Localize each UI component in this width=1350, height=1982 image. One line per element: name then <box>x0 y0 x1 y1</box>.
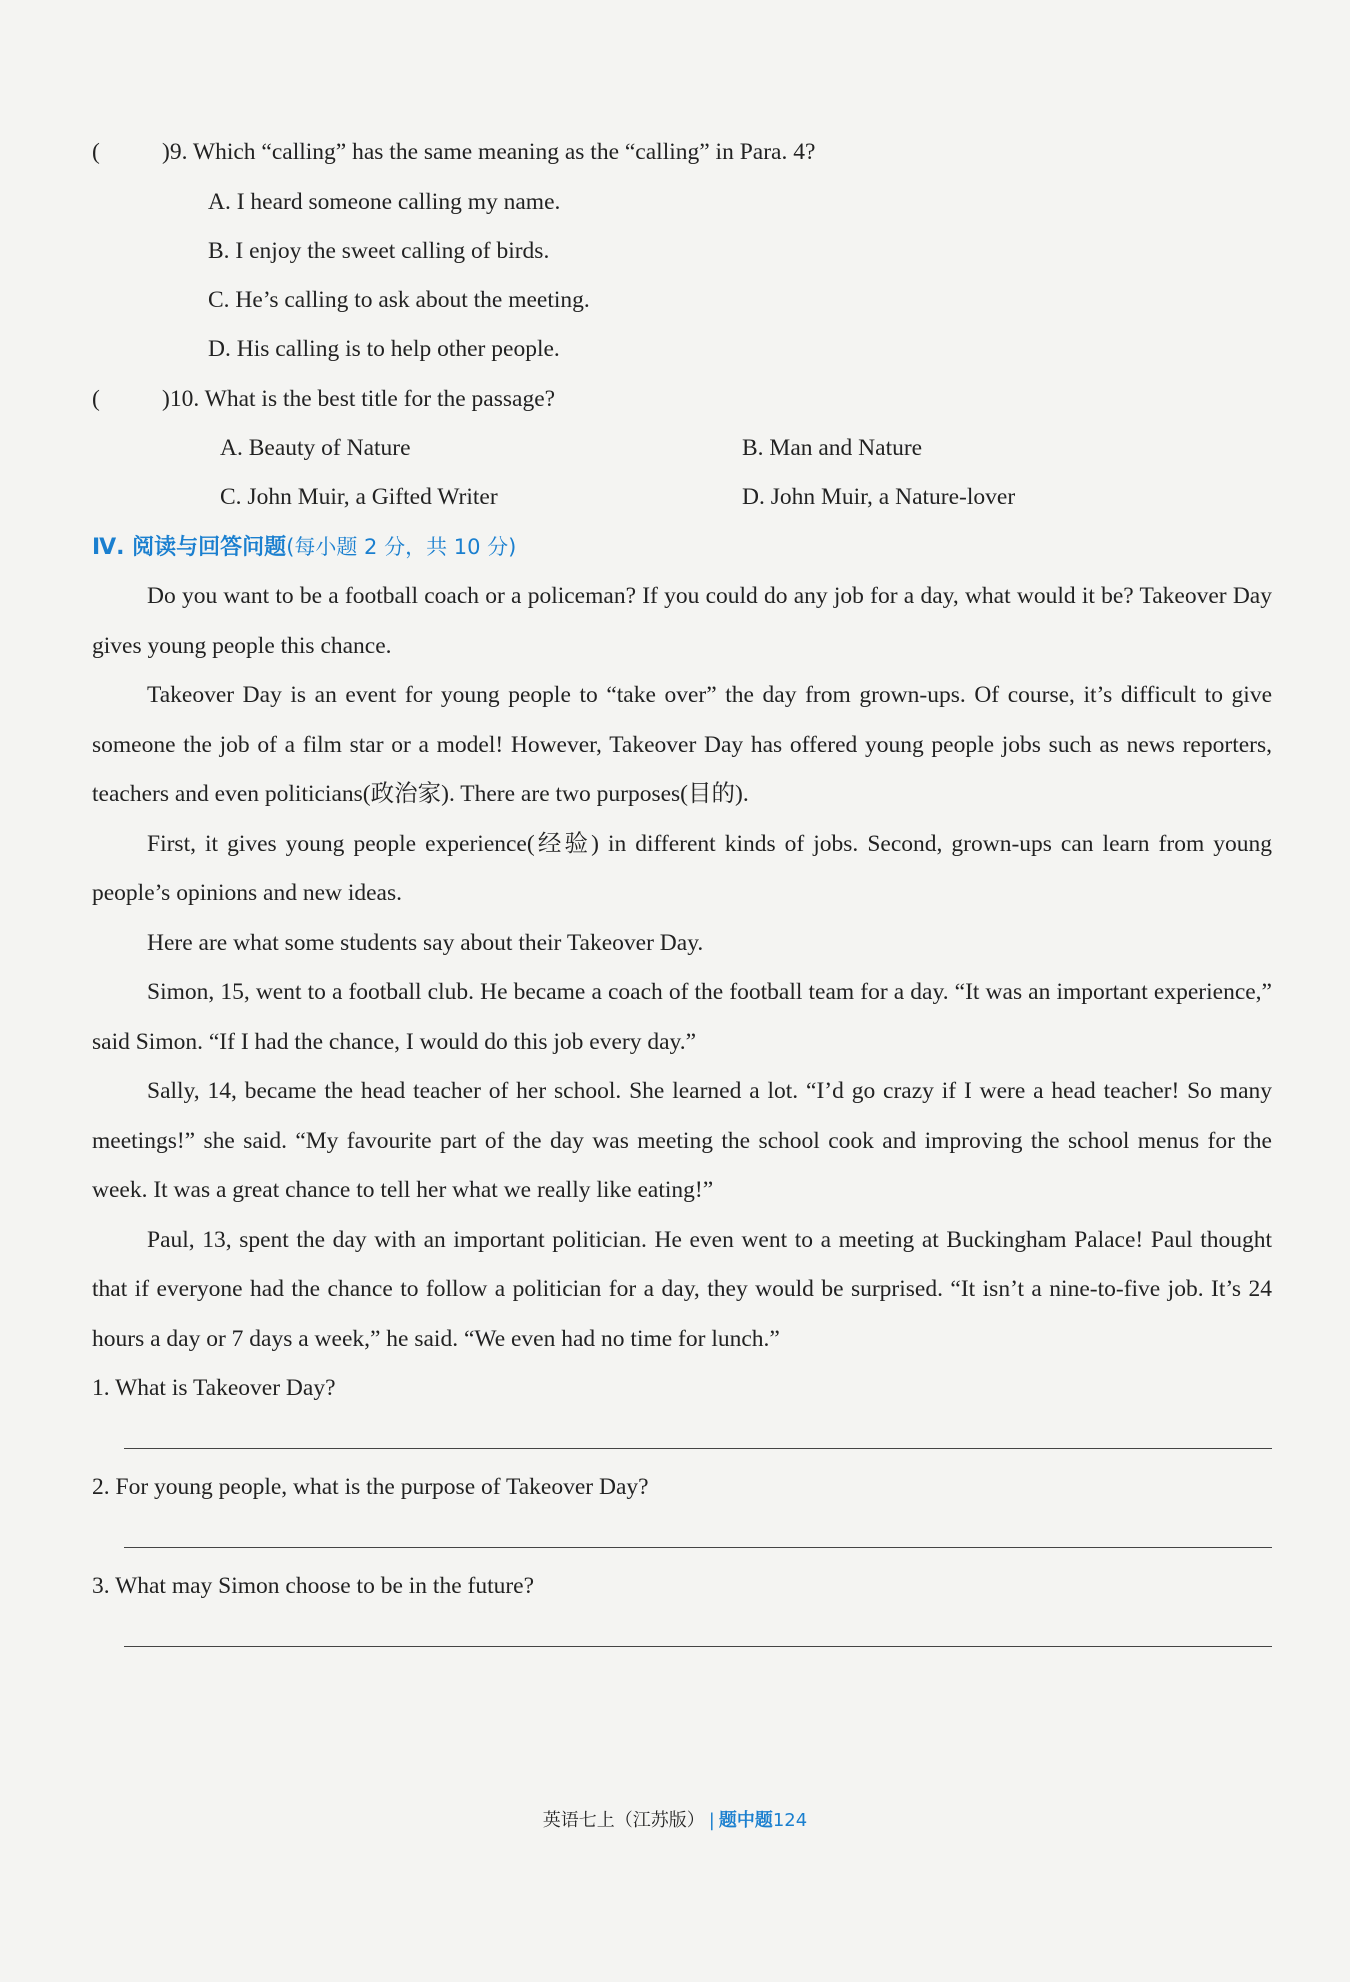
passage-paragraph: Takeover Day is an event for young people to “take over” the day from grown-ups. Of course, it’s difficult to give someone the job of a film star or a model! However, Takeover Day has offered young people jobs such as news reporters, teachers and even politicians(政治家). There are two purposes(目的). <box>92 682 1272 808</box>
q10-options-row-1 <box>92 424 1272 473</box>
series-brand: 题中题 <box>718 1810 773 1831</box>
q10-option-b: B. Man and Nature <box>742 435 923 462</box>
q9-option-c: C. He’s calling to ask about the meeting. <box>208 287 590 314</box>
passage-paragraph: Paul, 13, spent the day with an important politician. He even went to a meeting at Buckingham Palace! Paul thought that if everyone had the chance to follow a politician for a day, they would be surprised. “It isn’t a nine-to-five job. It’s 24 hours a day or 7 days a week,” he said. “We even had no time for lunch.” <box>92 1226 1272 1352</box>
q9-option-d: D. His calling is to help other people. <box>208 336 560 363</box>
q9-option-b: B. I enjoy the sweet calling of birds. <box>208 237 550 264</box>
section-points: (每小题 2 分，共 10 分) <box>286 534 517 559</box>
page-number: 124 <box>772 1810 808 1831</box>
passage-paragraph: Do you want to be a football coach or a policeman? If you could do any job for a day, what would it be? Takeover Day gives young people this chance. <box>92 583 1272 659</box>
passage-paragraph: Sally, 14, became the head teacher of her school. She learned a lot. “I’d go crazy if I were a head teacher! So many meetings!” she said. “My favourite part of the day was meeting the school cook and improving the school menus for the week. It was a great chance to tell her what we really like eating!” <box>92 1078 1272 1204</box>
q10-options-row-2 <box>92 473 1272 522</box>
footer-separator: | <box>708 1810 715 1831</box>
q10-option-c: C. John Muir, a Gifted Writer <box>220 484 498 511</box>
answer-line-2[interactable] <box>92 1513 1272 1563</box>
content <box>92 128 1272 1661</box>
question-9-stem <box>92 128 1272 178</box>
section-title <box>92 523 1272 573</box>
questions <box>92 1364 1272 1661</box>
passage-paragraph: Here are what some students say about their Takeover Day. <box>147 929 704 956</box>
answer-line-1[interactable] <box>92 1414 1272 1464</box>
q10-option-d: D. John Muir, a Nature-lover <box>742 484 1016 511</box>
q9-option-a: A. I heard someone calling my name. <box>208 188 561 215</box>
section-title-text: Ⅳ. 阅读与回答问题 <box>92 534 287 560</box>
question-2: 2. For young people, what is the purpose of Takeover Day? <box>92 1474 649 1501</box>
question-10-text: )10. What is the best title for the passage? <box>162 385 556 412</box>
question-9-text: )9. Which “calling” has the same meaning as the “calling” in Para. 4? <box>162 139 816 165</box>
answer-bracket[interactable]: ( <box>92 385 100 412</box>
question-10-stem <box>92 375 1272 425</box>
page-footer <box>0 1806 1350 1832</box>
passage-paragraph: First, it gives young people experience(经验) in different kinds of jobs. Second, grown-ups can learn from young people’s opinions and new ideas. <box>92 830 1272 907</box>
passage-paragraph: Simon, 15, went to a football club. He became a coach of the football team for a day. “It was an important experience,” said Simon. “If I had the chance, I would do this job every day.” <box>92 979 1272 1055</box>
answer-bracket[interactable]: ( <box>92 139 100 165</box>
question-3: 3. What may Simon choose to be in the future? <box>92 1573 535 1600</box>
q10-option-a: A. Beauty of Nature <box>220 435 411 462</box>
book-title: 英语七上（江苏版） <box>542 1810 705 1831</box>
question-1: 1. What is Takeover Day? <box>92 1375 336 1402</box>
answer-line-3[interactable] <box>92 1612 1272 1662</box>
